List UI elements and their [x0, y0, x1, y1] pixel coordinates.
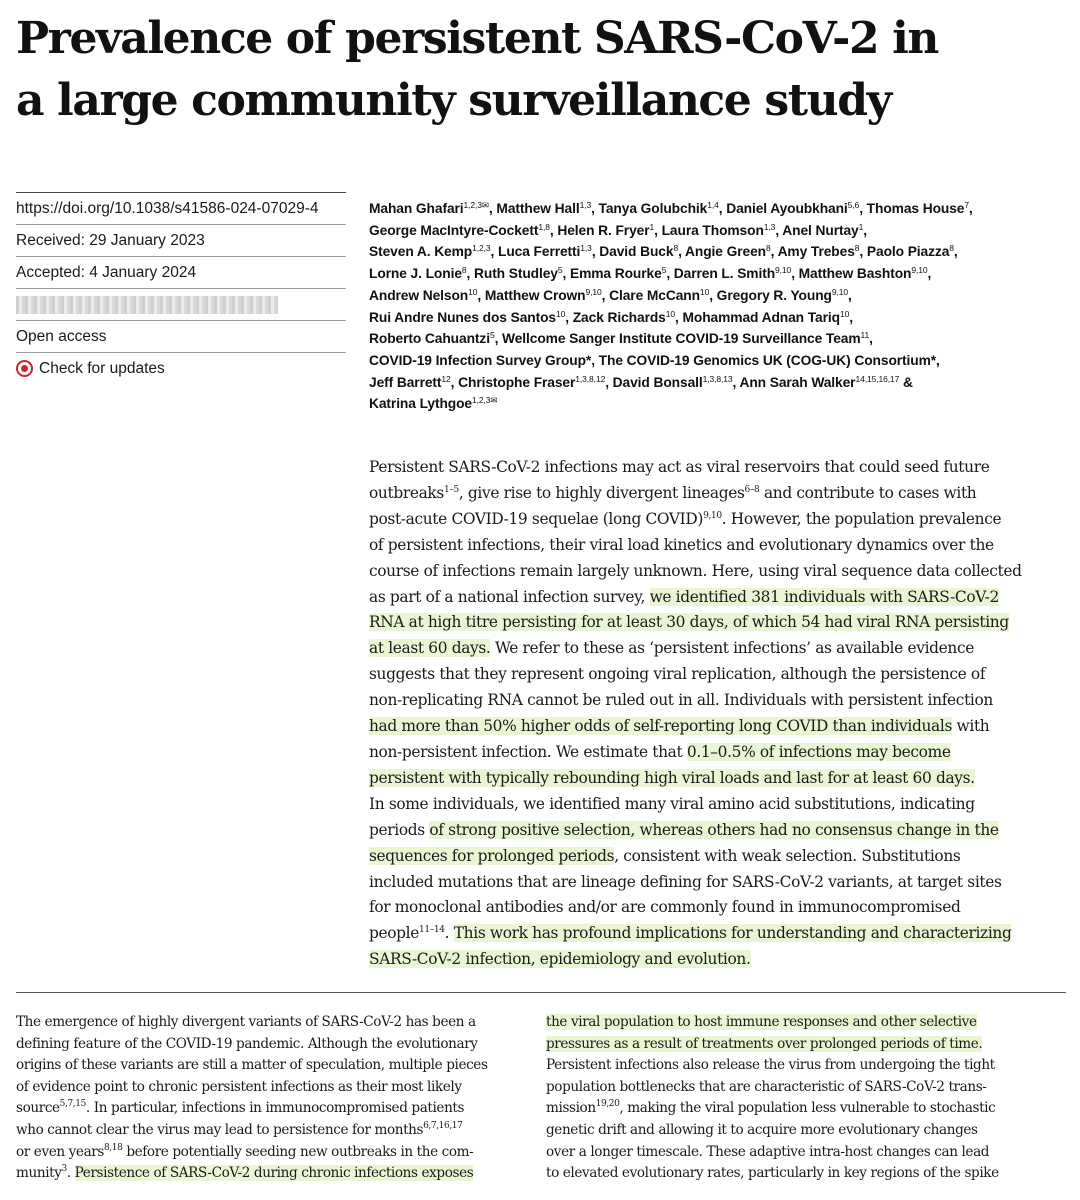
body-line: source$^{5,7,15}$. In particular, infections in immunocompromised patients: [16, 1099, 465, 1117]
section-divider: [16, 992, 1066, 993]
abstract-line: course of infections remain largely unknown. Here, using viral sequence data collected: [369, 561, 1022, 580]
author-name: Roberto Cahuantzi: [369, 331, 490, 347]
author-name: , Wellcome Sanger Institute COVID-19 Surveillance Team: [494, 331, 861, 347]
body-line: of evidence point to chronic persistent infections as their most likely: [16, 1078, 462, 1095]
highlight: This work has profound implications for understanding and characterizing: [453, 924, 1012, 943]
author-name: , David Buck: [591, 244, 674, 260]
highlight: at least 60 days.: [369, 639, 491, 658]
abstract-line: [369, 766, 1069, 792]
author-line: [369, 328, 1069, 350]
separator: ,: [869, 331, 873, 347]
affiliation-ref: 9,10: [911, 265, 928, 276]
abstract-line: post-acute COVID-19 sequelae (long COVID)$^{9,10}$. However, the population prevalence: [369, 509, 1002, 528]
author-line: [369, 372, 1069, 394]
abstract-line: periods of strong positive selection, whereas others had no consensus change in the: [369, 820, 999, 839]
author-name: Jeff Barrett: [369, 374, 442, 390]
abstract-line: for monoclonal antibodies and/or are commonly found in immunocompromised: [369, 898, 961, 917]
title-line-1: Prevalence of persistent SARS-CoV-2 in: [16, 13, 939, 64]
author-name: , Amy Trebes: [770, 244, 855, 260]
highlight: Persistence of SARS-CoV-2 during chronic infections exposes: [74, 1165, 474, 1182]
affiliation-ref: 11: [860, 330, 870, 341]
separator: &: [899, 374, 913, 390]
received-date: Received: 29 January 2023: [16, 224, 346, 256]
redacted-field: [16, 288, 346, 320]
abstract-line: non-replicating RNA cannot be ruled out in all. Individuals with persistent infection: [369, 691, 993, 710]
affiliation-ref: 1: [649, 221, 655, 232]
body-line: munity$^3$. Persistence of SARS-CoV-2 during chronic infections exposes: [16, 1164, 474, 1182]
author-line: [369, 285, 1069, 307]
highlight: sequences for prolonged periods: [369, 846, 615, 865]
affiliation-ref: 5: [489, 330, 495, 341]
affiliation-ref: 8: [461, 265, 467, 276]
highlight: RNA at high titre persisting for at least 30 days, of which 54 had viral RNA persisting: [369, 613, 1009, 632]
affiliation-ref: 1,3: [763, 221, 776, 232]
author-name: , Angie Green: [678, 244, 766, 260]
affiliation-ref: 1: [858, 221, 864, 232]
citation-ref[interactable]: 11–14: [419, 925, 445, 936]
author-line: COVID-19 Infection Survey Group*, The COVID-19 Genomics UK (COG-UK) Consortium*,: [369, 352, 940, 368]
highlight: 0.1–0.5% of infections may become: [686, 742, 951, 761]
author-name: Katrina Lythgoe: [369, 396, 473, 412]
author-name: , Ruth Studley: [466, 266, 558, 282]
separator: ,: [849, 309, 853, 325]
affiliation-ref: 1,3,8,12: [575, 373, 606, 384]
author-name: Andrew Nelson: [369, 287, 469, 303]
abstract-line: outbreaks$^{1-5}$, give rise to highly divergent lineages$^{6-8}$ and contribute to cases with: [369, 483, 977, 502]
citation-ref[interactable]: 6–8: [744, 484, 760, 495]
author-list: [369, 198, 1069, 415]
body-line: who cannot clear the virus may lead to persistence for months$^{6,7,16,17}$: [16, 1120, 463, 1138]
affiliation-ref: 5: [661, 265, 667, 276]
affiliation-ref: 10: [699, 286, 710, 297]
abstract: [369, 455, 1069, 973]
highlight: persistent with typically rebounding high viral loads and last for at least 60 days.: [369, 768, 975, 787]
article-metadata: [16, 192, 346, 384]
check-for-updates-link[interactable]: [16, 352, 346, 384]
author-name: , Emma Rourke: [562, 266, 662, 282]
abstract-line: [369, 610, 1069, 636]
highlight: had more than 50% higher odds of self-reporting long COVID than individuals: [369, 717, 952, 736]
affiliation-ref: 9,10: [775, 265, 792, 276]
body-column-left: [16, 1012, 531, 1185]
title-line-2: a large community surveillance study: [16, 75, 891, 126]
affiliation-ref: 1,3,8,13: [702, 373, 733, 384]
abstract-line: sequences for prolonged periods, consistent with weak selection. Substitutions: [369, 846, 961, 865]
separator: ,: [969, 201, 973, 216]
author-line: [369, 393, 1069, 415]
author-name: , Matthew Bashton: [791, 266, 912, 282]
affiliation-ref: 8: [673, 243, 679, 254]
affiliation-ref: 1,2,3: [472, 243, 491, 254]
body-column-right: [546, 1012, 1061, 1185]
citation-ref[interactable]: 8,18: [103, 1142, 123, 1153]
author-name: , Anel Nurtay: [775, 222, 859, 238]
abstract-line: [369, 947, 1069, 973]
affiliation-ref: 1,3: [580, 243, 592, 254]
author-name: , Paolo Piazza: [859, 244, 950, 260]
affiliation-ref: 7: [964, 200, 970, 210]
abstract-line: of persistent infections, their viral load kinetics and evolutionary dynamics over the: [369, 535, 994, 554]
affiliation-ref: 1,4: [707, 200, 719, 210]
open-access-label: Open access: [16, 320, 346, 352]
body-line: [546, 1012, 1061, 1034]
author-name: , Ann Sarah Walker: [732, 374, 856, 390]
citation-ref[interactable]: 1–5: [443, 484, 459, 495]
body-line: [546, 1034, 1061, 1056]
body-line: Persistent infections also release the virus from undergoing the tight: [546, 1057, 995, 1074]
affiliation-ref: 9,10: [585, 286, 602, 297]
affiliation-ref: 10: [556, 308, 566, 319]
affiliation-ref: 5,6: [847, 200, 860, 210]
abstract-line: In some individuals, we identified many viral amino acid substitutions, indicating: [369, 794, 975, 813]
author-name: , Clare McCann: [601, 287, 700, 303]
affiliation-ref: 10: [468, 286, 478, 297]
abstract-line: included mutations that are lineage defining for SARS-CoV-2 variants, at target sites: [369, 872, 1002, 891]
author-name: , Thomas House: [859, 201, 965, 216]
body-line: origins of these variants are still a matter of speculation, multiple pieces: [16, 1057, 488, 1074]
affiliation-ref: 1,2,3✉: [472, 395, 498, 406]
body-line: population bottlenecks that are characteristic of SARS-CoV-2 trans-: [546, 1078, 987, 1095]
doi-link[interactable]: https://doi.org/10.1038/s41586-024-07029-4: [16, 192, 346, 224]
affiliation-ref: 10: [839, 308, 850, 319]
author-line: [369, 263, 1069, 285]
highlight: of strong positive selection, whereas others had no consensus change in the: [429, 820, 999, 839]
separator: ,: [953, 244, 958, 260]
author-name: , Daniel Ayoubkhani: [718, 201, 848, 216]
body-line: genetic drift and allowing it to acquire more evolutionary changes: [546, 1121, 978, 1138]
abstract-line: at least 60 days. We refer to these as ‘persistent infections’ as available evidence: [369, 639, 974, 658]
highlight: we identified 381 individuals with SARS-CoV-2: [649, 587, 999, 606]
author-line: [369, 241, 1069, 263]
author-name: , Darren L. Smith: [666, 266, 776, 282]
citation-ref[interactable]: 5,7,15: [59, 1099, 86, 1110]
author-line: [369, 220, 1069, 242]
check-updates-icon: [16, 360, 33, 377]
highlight: the viral population to host immune responses and other selective: [546, 1014, 977, 1030]
author-name: , David Bonsall: [605, 374, 703, 390]
author-name: , Tanya Golubchik: [591, 201, 708, 216]
author-name: , Matthew Crown: [477, 287, 586, 303]
author-name: , Luca Ferretti: [490, 244, 581, 260]
citation-ref[interactable]: 9,10: [703, 510, 722, 521]
separator: ,: [848, 287, 852, 303]
citation-ref[interactable]: 3: [61, 1164, 67, 1175]
affiliation-ref: 1,3: [579, 200, 592, 210]
affiliation-ref: 9,10: [831, 286, 849, 297]
accepted-date: Accepted: 4 January 2024: [16, 256, 346, 288]
body-line: defining feature of the COVID-19 pandemic. Although the evolutionary: [16, 1035, 478, 1052]
author-line: [369, 307, 1069, 329]
affiliation-ref: 14,15,16,17: [855, 373, 900, 384]
blurred-text: [16, 296, 278, 314]
citation-ref[interactable]: 6,7,16,17: [423, 1120, 463, 1131]
affiliation-ref: 1,2,3✉: [463, 200, 489, 210]
author-line: [369, 198, 1069, 220]
affiliation-ref: 8: [765, 243, 771, 254]
body-line: to elevated evolutionary rates, particularly in key regions of the spike: [546, 1165, 999, 1182]
highlight: SARS-CoV-2 infection, epidemiology and evolution.: [369, 950, 751, 969]
affiliation-ref: 1,8: [538, 221, 550, 232]
author-name: , Mohammad Adnan Tariq: [675, 309, 840, 325]
body-line: over a longer timescale. These adaptive intra-host changes can lead: [546, 1143, 990, 1160]
author-name: Steven A. Kemp: [369, 244, 473, 260]
abstract-line: non-persistent infection. We estimate that 0.1–0.5% of infections may become: [369, 742, 951, 761]
abstract-line: suggests that they represent ongoing viral replication, although the persistence of: [369, 665, 986, 684]
body-line: or even years$^{8,18}$ before potentially seeding new outbreaks in the com-: [16, 1142, 474, 1160]
author-name: , Zack Richards: [565, 309, 666, 325]
author-name: , Helen R. Fryer: [549, 222, 650, 238]
citation-ref[interactable]: 19,20: [595, 1099, 620, 1110]
affiliation-ref: 8: [854, 243, 860, 254]
body-line: The emergence of highly divergent variants of SARS-CoV-2 has been a: [16, 1014, 476, 1030]
article-title: [16, 8, 1066, 132]
author-name: George MacIntyre-Cockett: [369, 222, 539, 238]
author-name: , Laura Thomson: [654, 222, 764, 238]
affiliation-ref: 12: [441, 373, 451, 384]
author-name: , Christophe Fraser: [450, 374, 576, 390]
author-name: Lorne J. Lonie: [369, 266, 462, 282]
body-line: mission$^{19,20}$, making the viral population less vulnerable to stochastic: [546, 1099, 996, 1117]
highlight: pressures as a result of treatments over prolonged periods of time.: [546, 1035, 983, 1052]
separator: ,: [863, 222, 867, 238]
author-name: , Gregory R. Young: [709, 287, 832, 303]
abstract-line: Persistent SARS-CoV-2 infections may act as viral reservoirs that could seed future: [369, 458, 990, 476]
author-name: Mahan Ghafari: [369, 201, 464, 216]
separator: ,: [927, 266, 932, 282]
author-name: Rui Andre Nunes dos Santos: [369, 309, 556, 325]
check-updates-label: Check for updates: [39, 360, 165, 377]
abstract-line: as part of a national infection survey, we identified 381 individuals with SARS-CoV-2: [369, 587, 999, 606]
affiliation-ref: 5: [557, 265, 563, 276]
abstract-line: had more than 50% higher odds of self-reporting long COVID than individuals with: [369, 717, 990, 736]
affiliation-ref: 10: [665, 308, 676, 319]
author-name: , Matthew Hall: [488, 201, 580, 216]
abstract-line: people$^{11-14}$. This work has profound implications for understanding and characterizing: [369, 924, 1012, 943]
affiliation-ref: 8: [949, 243, 954, 254]
